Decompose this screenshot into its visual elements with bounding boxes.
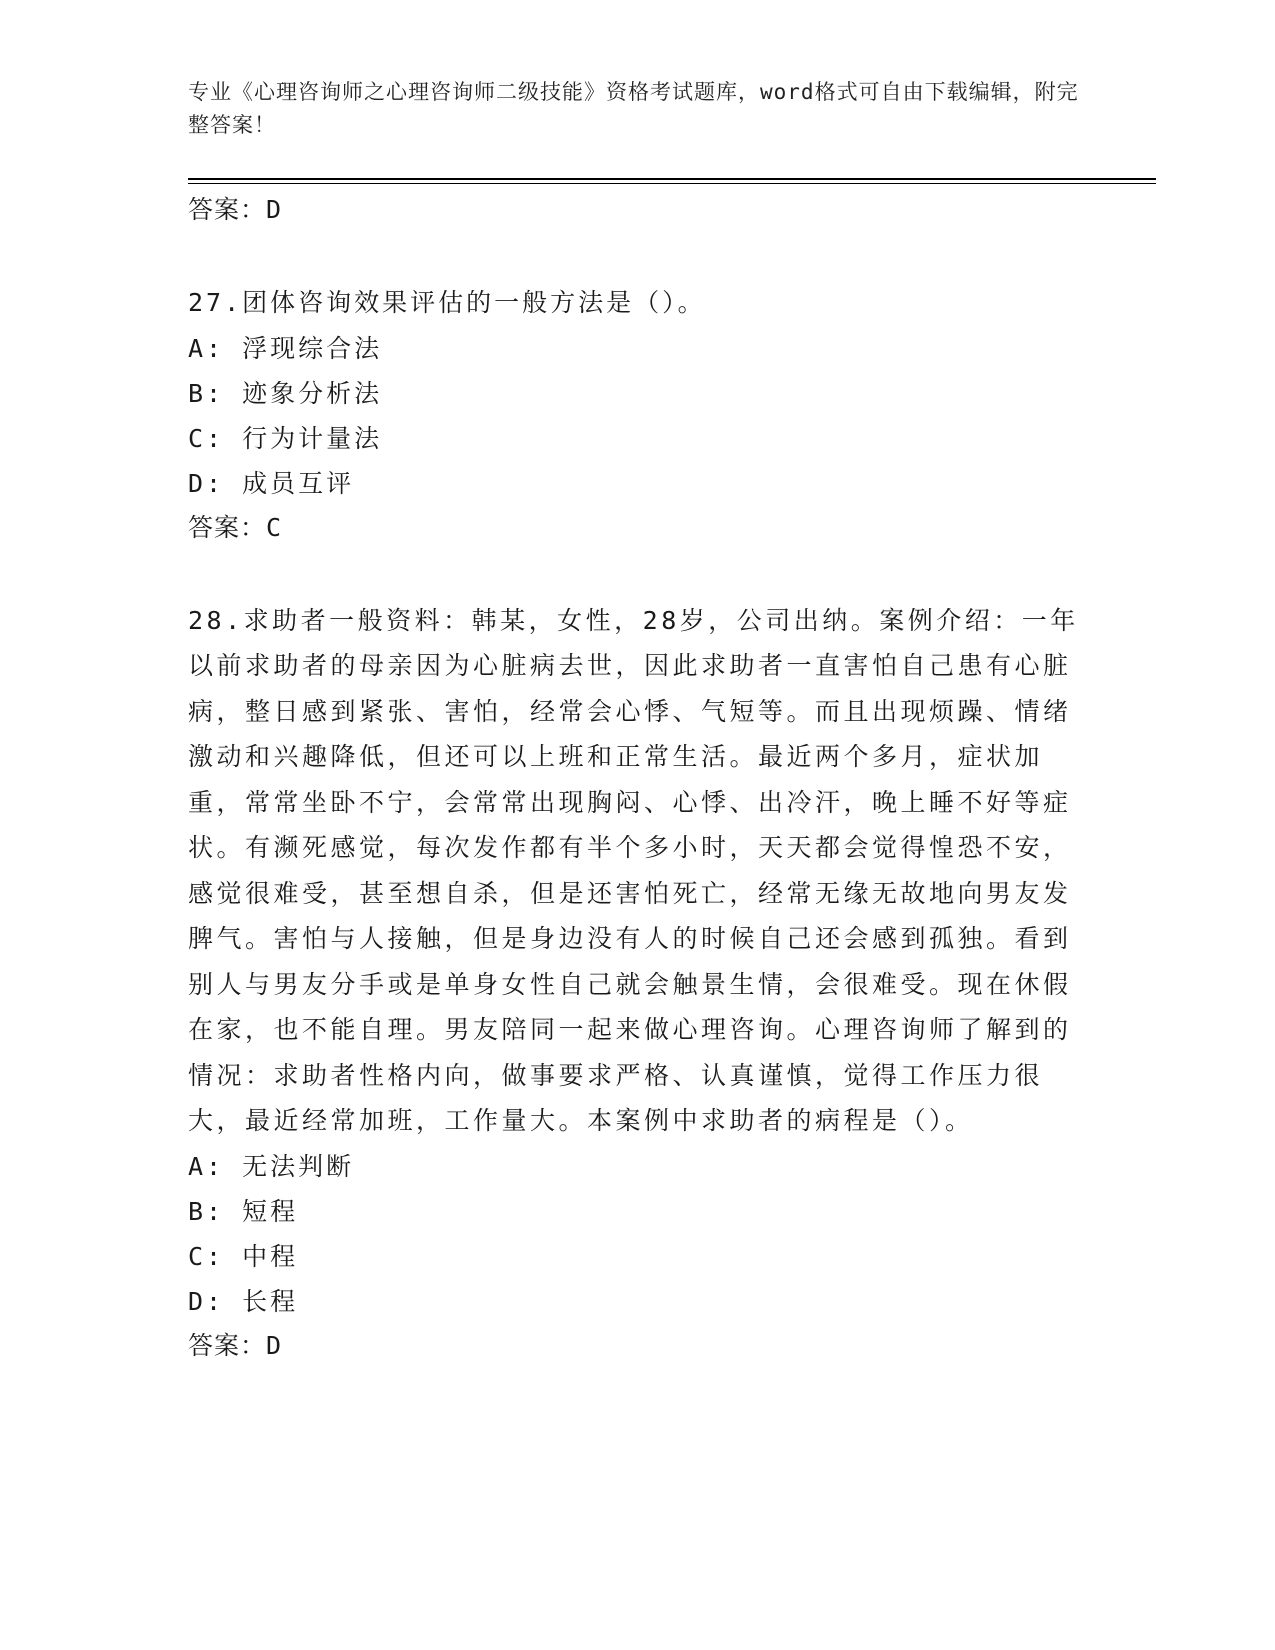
question-28 [188, 598, 1088, 1368]
question-answer [188, 506, 1088, 550]
option-b: B: 迹象分析法 [188, 378, 383, 408]
question-27 [188, 280, 1088, 550]
header-divider-thick [188, 178, 1156, 180]
option-c: C: 中程 [188, 1241, 299, 1271]
option-d: D: 长程 [188, 1286, 299, 1316]
answer-label: 答案： [188, 1330, 267, 1360]
option-a: A: 浮现综合法 [188, 333, 383, 363]
document-body [188, 188, 1088, 1368]
page-header: 专业《心理咨询师之心理咨询师二级技能》资格考试题库，word格式可自由下载编辑，附完整答案！ [188, 80, 1079, 137]
answer-value: D [266, 1330, 283, 1360]
answer-value: C [266, 512, 283, 542]
answer-label: 答案： [188, 512, 267, 542]
option-b: B: 短程 [188, 1196, 299, 1226]
header-divider-thin [188, 183, 1156, 184]
question-answer [188, 1324, 1088, 1368]
question-stem: 28.求助者一般资料：韩某，女性，28岁，公司出纳。案例介绍：一年以前求助者的母亲因为心脏病去世，因此求助者一直害怕自己患有心脏病，整日感到紧张、害怕，经常会心悸、气短等。而且出现烦躁、情绪激动和兴趣降低，但还可以上班和正常生活。最近两个多月，症状加重，常常坐卧不宁，会常常出现胸闷、心悸、出冷汗，晚上睡不好等症状。有濒死感觉，每次发作都有半个多小时，天天都会觉得惶恐不安，感觉很难受，甚至想自杀，但是还害怕死亡，经常无缘无故地向男友发脾气。害怕与人接触，但是身边没有人的时候自己还会感到孤独。看到别人与男友分手或是单身女性自己就会触景生情，会很难受。现在休假在家，也不能自理。男友陪同一起来做心理咨询。心理咨询师了解到的情况：求助者性格内向，做事要求严格、认真谨慎，觉得工作压力很大，最近经常加班，工作量大。本案例中求助者的病程是（）。 [188, 605, 1079, 1135]
previous-answer [188, 188, 1088, 232]
question-stem: 27.团体咨询效果评估的一般方法是（）。 [188, 288, 706, 317]
option-c: C: 行为计量法 [188, 423, 383, 453]
option-a: A: 无法判断 [188, 1151, 355, 1181]
option-d: D: 成员互评 [188, 468, 355, 498]
answer-value: D [266, 195, 283, 224]
answer-label: 答案： [188, 195, 267, 224]
